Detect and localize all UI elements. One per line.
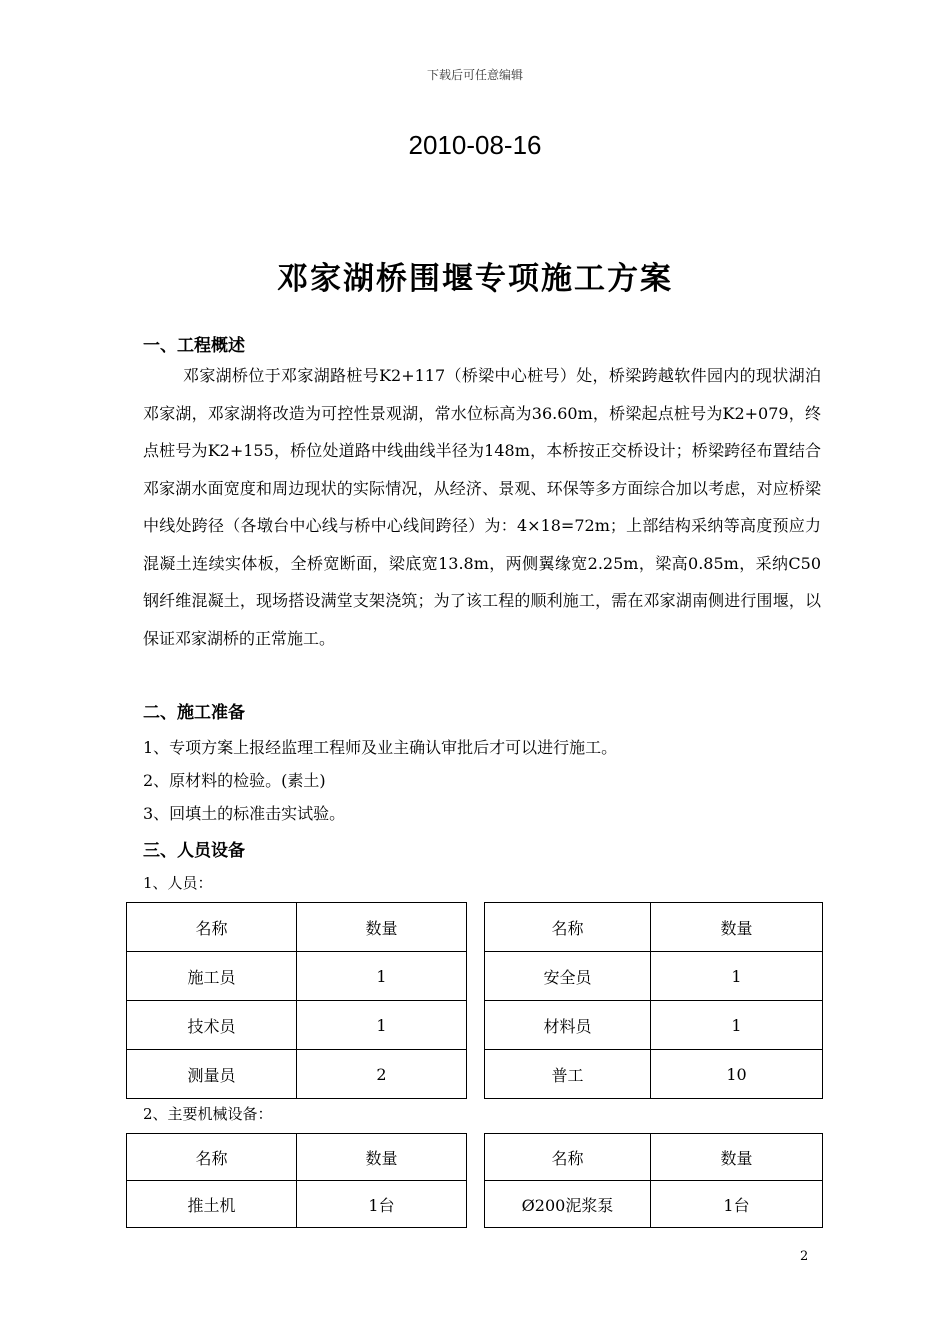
table-header-row — [127, 903, 823, 952]
table-cell: 施工员 — [127, 952, 297, 1001]
table-cell: 测量员 — [127, 1050, 297, 1099]
table-cell: 安全员 — [485, 952, 651, 1001]
table-cell: 推土机 — [127, 1181, 297, 1228]
section-2-item-1: 1、专项方案上报经监理工程师及业主确认审批后才可以进行施工。 — [143, 738, 618, 757]
table-cell: 技术员 — [127, 1001, 297, 1050]
table-header-cell: 数量 — [651, 903, 823, 952]
table-row — [127, 1050, 823, 1099]
page-number: 2 — [800, 1249, 809, 1264]
table-cell: 1台 — [297, 1181, 467, 1228]
table-gap — [467, 1050, 485, 1099]
table-cell: 10 — [651, 1050, 823, 1099]
section-1-heading: 一、工程概述 — [143, 336, 245, 356]
table-cell: 2 — [297, 1050, 467, 1099]
personnel-table — [126, 902, 823, 1099]
section-2-item-3: 3、回填土的标准击实试验。 — [143, 804, 346, 823]
table-header-cell: 名称 — [485, 903, 651, 952]
table-row — [127, 952, 823, 1001]
table-cell: 材料员 — [485, 1001, 651, 1050]
table-gap — [467, 1181, 485, 1228]
table-gap — [467, 1134, 485, 1181]
table-cell: 1 — [297, 1001, 467, 1050]
table-cell: Ø200泥浆泵 — [485, 1181, 651, 1228]
table-row — [127, 1181, 823, 1228]
table-header-cell: 名称 — [127, 903, 297, 952]
header-note: 下载后可任意编辑 — [426, 68, 523, 82]
table-row — [127, 1001, 823, 1050]
table-cell: 1 — [651, 1001, 823, 1050]
table-cell: 1台 — [651, 1181, 823, 1228]
table-header-cell: 数量 — [651, 1134, 823, 1181]
document-title: 邓家湖桥围堰专项施工方案 — [277, 261, 673, 297]
section-2-item-2: 2、原材料的检验。(素土) — [143, 771, 326, 790]
table-gap — [467, 1001, 485, 1050]
table-cell: 普工 — [485, 1050, 651, 1099]
section-1-paragraph: 邓家湖桥位于邓家湖路桩号K2+117（桥梁中心桩号）处，桥梁跨越软件园内的现状湖泊邓家湖，邓家湖将改造为可控性景观湖，常水位标高为36.60m，桥梁起点桩号为K2+079，终点桩号为K2+155，桥位处道路中线曲线半径为148m，本桥按正交桥设计；桥梁跨径布置结合邓家湖水面宽度和周边现状的实际情况，从经济、景观、环保等多方面综合加以考虑，对应桥梁中线处跨径（各墩台中心线与桥中心线间跨径）为：4×18=72m；上部结构采纳等高度预应力混凝土连续实体板，全桥宽断面，梁底宽13.8m，两侧翼缘宽2.25m，梁高0.85m，采纳C50钢纤维混凝土，现场搭设满堂支架浇筑；为了该工程的顺利施工，需在邓家湖南侧进行围堰，以保证邓家湖桥的正常施工。 — [143, 366, 821, 648]
table-gap — [467, 952, 485, 1001]
machinery-table — [126, 1133, 823, 1228]
table-gap — [467, 903, 485, 952]
table-header-row — [127, 1134, 823, 1181]
section-3-heading: 三、人员设备 — [143, 841, 245, 861]
table-header-cell: 数量 — [297, 1134, 467, 1181]
table-header-cell: 名称 — [127, 1134, 297, 1181]
table-header-cell: 名称 — [485, 1134, 651, 1181]
machinery-label: 2、主要机械设备： — [143, 1105, 273, 1123]
table-cell: 1 — [651, 952, 823, 1001]
section-2-heading: 二、施工准备 — [143, 703, 245, 723]
personnel-label: 1、人员： — [143, 874, 213, 892]
table-header-cell: 数量 — [297, 903, 467, 952]
document-date: 2010-08-16 — [408, 130, 542, 160]
table-cell: 1 — [297, 952, 467, 1001]
